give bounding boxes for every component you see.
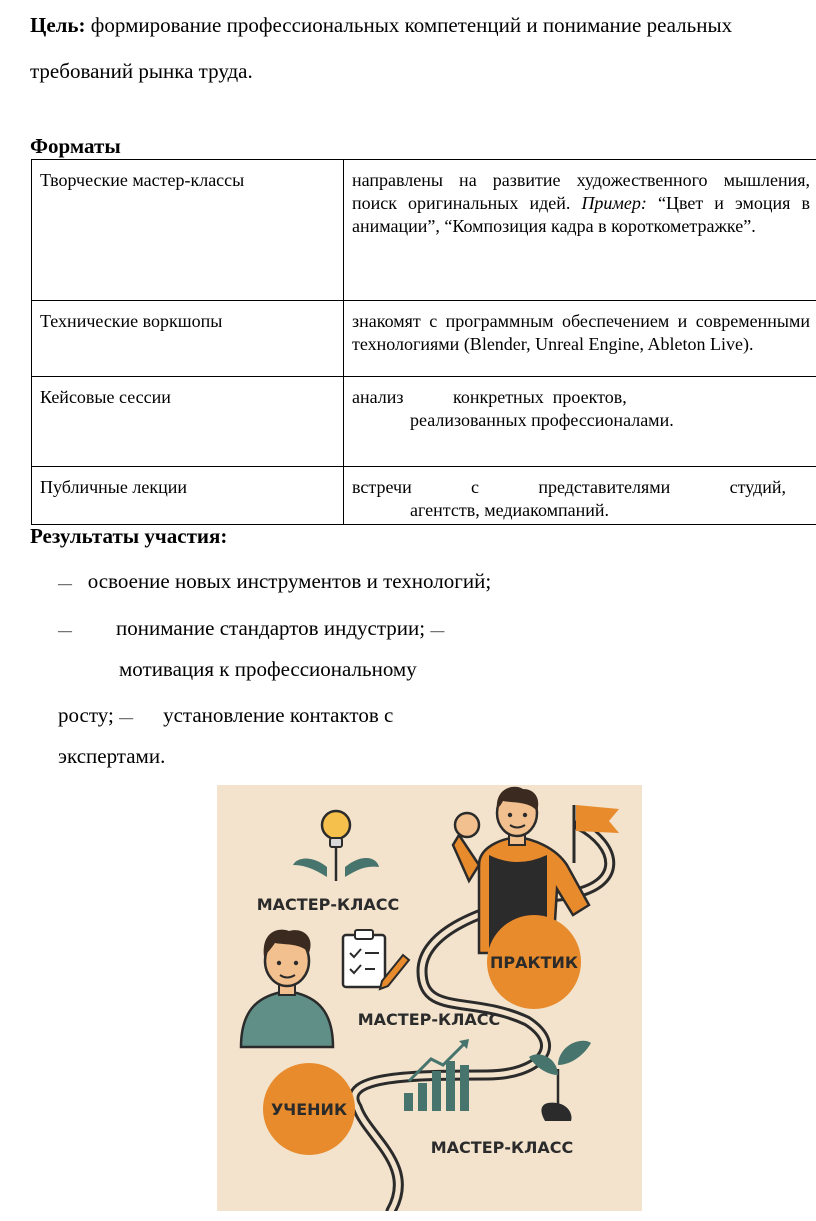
results-heading: Результаты участия: [30,524,228,548]
format-name: Технические воркшопы [32,301,344,377]
result-text: мотивация к профессиональному [119,657,417,681]
dash-marker: — [58,624,72,639]
table-row [32,377,816,467]
format-desc-line: реализованных профессионалами. [410,410,674,430]
format-description [344,377,816,467]
result-line [58,569,491,597]
format-desc-line: анализ конкретных проектов, [352,387,627,407]
result-text: установление контактов с [163,703,394,727]
format-desc-line: встречи с представителями студий, [352,477,786,497]
dash-marker: — [430,624,445,639]
table-row [32,467,816,525]
result-line [119,657,417,681]
dash-marker: — [119,711,134,726]
goal-paragraph [30,2,816,94]
result-text: росту; [58,703,114,727]
format-name: Творческие мастер-классы [32,160,344,301]
goal-text: формирование профессиональных компетенций и понимание реальных требований рынка труда. [30,13,733,83]
format-description [344,160,816,301]
dash-marker: — [58,577,72,592]
example-label: Пример: [581,193,647,213]
result-text: понимание стандартов индустрии; [116,616,426,640]
formats-heading: Форматы [30,134,121,158]
format-description [344,467,816,525]
career-path-illustration [217,785,642,1211]
table-row [32,301,816,377]
formats-table [31,159,816,525]
master-class-label-2: МАСТЕР-КЛАСС [357,1010,501,1029]
master-class-label-3: МАСТЕР-КЛАСС [430,1138,574,1157]
practitioner-label: ПРАКТИК [490,953,578,972]
table-row [32,160,816,301]
format-name: Кейсовые сессии [32,377,344,467]
result-text: экспертами. [58,744,166,768]
result-line [58,744,165,768]
goal-label: Цель: [30,13,86,37]
student-label: УЧЕНИК [270,1100,348,1119]
format-description: знакомят с программным обеспечением и современными технологиями (Blender, Unreal Engine, Ableton Live). [344,301,816,377]
format-name: Публичные лекции [32,467,344,525]
result-line [58,703,393,731]
result-text: освоение новых инструментов и технологий; [87,569,492,593]
example-text: “Цвет и эмоция в анимации”, “Композиция кадра в короткометражке”. [352,193,811,236]
format-desc-line: агентств, медиакомпаний. [410,500,610,520]
format-desc-text: направлены на развитие художественного мышления, поиск оригинальных идей. [352,170,810,213]
master-class-label-1: МАСТЕР-КЛАСС [256,895,400,914]
result-line [58,616,444,644]
